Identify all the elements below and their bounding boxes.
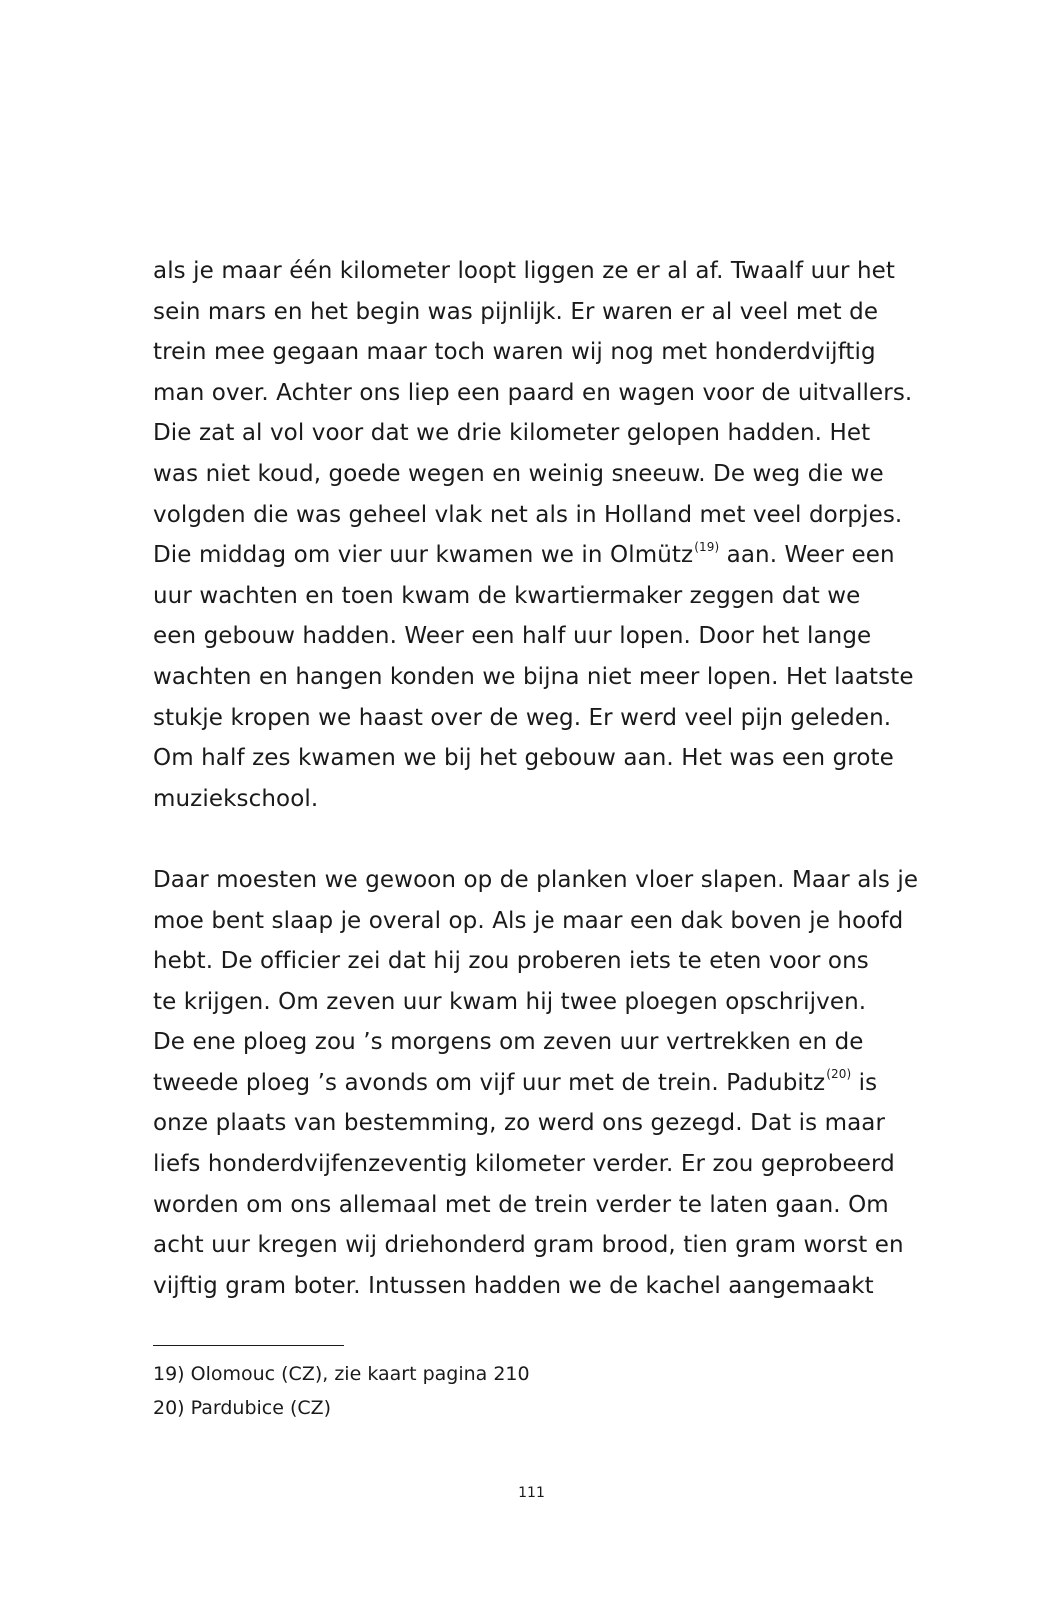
footnote-reference: (19) bbox=[694, 539, 720, 554]
text-segment: is bbox=[851, 1069, 878, 1096]
footnote: 20) Pardubice (CZ) bbox=[153, 1397, 332, 1419]
text-line: trein mee gegaan maar toch waren wij nog met honderdvijftig bbox=[153, 339, 876, 366]
text-line: was niet koud, goede wegen en weinig sneeuw. De weg die we bbox=[153, 460, 884, 487]
text-line: Daar moesten we gewoon op de planken vloer slapen. Maar als je bbox=[153, 866, 919, 893]
text-line: als je maar één kilometer loopt liggen ze er al af. Twaalf uur het bbox=[153, 258, 896, 284]
text-line: een gebouw hadden. Weer een half uur lopen. Door het lange bbox=[153, 623, 872, 650]
text-line: wachten en hangen konden we bijna niet meer lopen. Het laatste bbox=[153, 663, 914, 690]
text-line: De ene ploeg zou ’s morgens om zeven uur vertrekken en de bbox=[153, 1029, 864, 1056]
text-line: te krijgen. Om zeven uur kwam hij twee ploegen opschrijven. bbox=[153, 988, 867, 1015]
footnotes bbox=[153, 1357, 983, 1425]
footnote-separator bbox=[153, 1345, 344, 1346]
text-line: Die zat al vol voor dat we drie kilometer gelopen hadden. Het bbox=[153, 420, 871, 447]
text-line: liefs honderdvijfenzeventig kilometer verder. Er zou geprobeerd bbox=[153, 1151, 895, 1178]
paragraph-gap bbox=[153, 819, 983, 860]
footnote: 19) Olomouc (CZ), zie kaart pagina 210 bbox=[153, 1363, 530, 1385]
text-line: acht uur kregen wij driehonderd gram brood, tien gram worst en bbox=[153, 1232, 904, 1259]
footnote-reference: (20) bbox=[826, 1067, 852, 1082]
paragraph bbox=[153, 251, 983, 819]
text-line: worden om ons allemaal met de trein verder te laten gaan. Om bbox=[153, 1191, 889, 1218]
paragraph bbox=[153, 860, 983, 1307]
text-segment: tweede ploeg ’s avonds om vijf uur met de trein. Padubitz bbox=[153, 1069, 826, 1096]
text-line: volgden die was geheel vlak net als in Holland met veel dorpjes. bbox=[153, 501, 903, 528]
text-line: hebt. De officier zei dat hij zou proberen iets te eten voor ons bbox=[153, 948, 869, 975]
text-line: onze plaats van bestemming, zo werd ons gezegd. Dat is maar bbox=[153, 1110, 886, 1137]
page-number: 111 bbox=[518, 1485, 545, 1501]
text-line: man over. Achter ons liep een paard en wagen voor de uitvallers. bbox=[153, 379, 913, 406]
text-line: muziekschool. bbox=[153, 785, 319, 812]
text-segment: Die middag om vier uur kwamen we in Olmütz bbox=[153, 542, 694, 569]
text-line bbox=[153, 1063, 983, 1104]
text-line: moe bent slaap je overal op. Als je maar een dak boven je hoofd bbox=[153, 907, 904, 934]
body-text bbox=[153, 251, 983, 1306]
text-line: stukje kropen we haast over de weg. Er werd veel pijn geleden. bbox=[153, 704, 892, 731]
text-line bbox=[153, 535, 983, 576]
text-line: vijftig gram boter. Intussen hadden we de kachel aangemaakt bbox=[153, 1272, 874, 1299]
text-segment: aan. Weer een bbox=[719, 542, 895, 569]
text-line: sein mars en het begin was pijnlijk. Er waren er al veel met de bbox=[153, 298, 879, 325]
text-line: uur wachten en toen kwam de kwartiermaker zeggen dat we bbox=[153, 582, 861, 609]
text-line: Om half zes kwamen we bij het gebouw aan. Het was een grote bbox=[153, 745, 894, 772]
